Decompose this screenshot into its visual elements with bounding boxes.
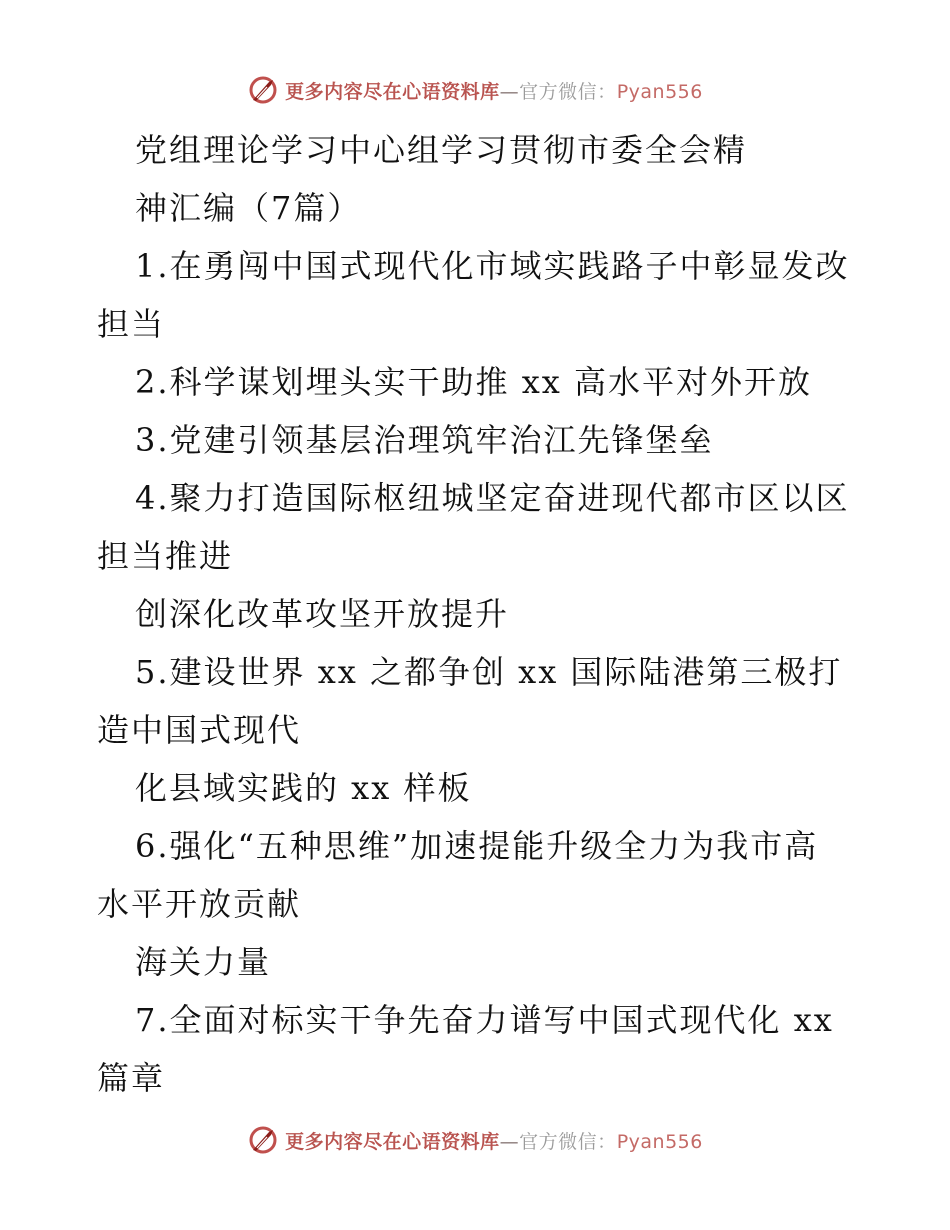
list-item-5-line-3: 化县域实践的 xx 样板 [135,769,472,807]
list-item-5-continued: 造中国式现代 [97,711,302,749]
doc-title-line-2: 神汇编（7篇） [135,189,362,227]
quill-logo-icon [247,74,279,106]
watermark-official-label: 官方微信： [519,80,617,103]
quill-logo-icon [247,1124,279,1156]
list-item-6-continued: 水平开放贡献 [97,885,302,923]
list-item-5: 5.建设世界 xx 之都争创 xx 国际陆港第三极打 [135,653,843,691]
watermark-official-label: 官方微信： [519,1130,617,1153]
header-watermark-banner [0,70,950,110]
document-body [97,121,857,1107]
list-item-7-continued: 篇章 [97,1059,166,1097]
watermark-main-text: 更多内容尽在心语资料库 [285,80,500,103]
list-item-1-continued: 担当 [97,305,166,343]
watermark-text [285,77,703,104]
watermark-main-text: 更多内容尽在心语资料库 [285,1130,500,1153]
list-item-4-line-3: 创深化改革攻坚开放提升 [135,595,510,633]
list-item-3: 3.党建引领基层治理筑牢治江先锋堡垒 [135,421,714,459]
watermark-dash: — [499,1130,520,1153]
list-item-6-line-3: 海关力量 [135,943,272,981]
watermark-text [285,1127,703,1154]
doc-title-line-1: 党组理论学习中心组学习贯彻市委全会精 [135,131,748,169]
watermark-wechat-id: Pyan556 [616,1130,703,1153]
list-item-1: 1.在勇闯中国式现代化市域实践路子中彰显发改 [135,247,850,285]
list-item-4: 4.聚力打造国际枢纽城坚定奋进现代都市区以区 [135,479,850,517]
footer-watermark-banner [0,1120,950,1160]
list-item-4-continued: 担当推进 [97,537,234,575]
watermark-dash: — [499,80,520,103]
list-item-6: 6.强化“五种思维”加速提能升级全力为我市高 [135,827,819,865]
watermark-wechat-id: Pyan556 [616,80,703,103]
list-item-7: 7.全面对标实干争先奋力谱写中国式现代化 xx [135,1001,834,1039]
list-item-2: 2.科学谋划埋头实干助推 xx 高水平对外开放 [135,363,812,401]
